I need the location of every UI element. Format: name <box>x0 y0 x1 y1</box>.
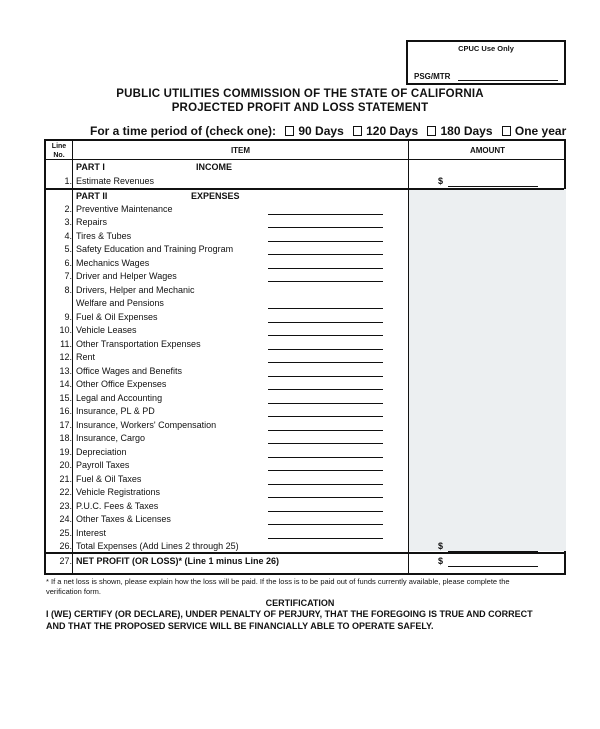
expense-entry-field[interactable] <box>268 241 383 242</box>
line-item-label: Legal and Accounting <box>76 393 163 403</box>
expense-entry-field[interactable] <box>268 335 383 336</box>
form-title: PUBLIC UTILITIES COMMISSION OF THE STATE OF CALIFORNIA <box>116 88 484 100</box>
line-item-label: Drivers, Helper and Mechanic <box>76 285 195 295</box>
line-item-label: Preventive Maintenance <box>76 204 173 214</box>
option-one-year: One year <box>514 124 567 138</box>
line-item-label: Fuel & Oil Expenses <box>76 312 158 322</box>
line-item-label: Insurance, PL & PD <box>76 406 155 416</box>
line-item-label: Driver and Helper Wages <box>76 271 177 281</box>
expense-entry-field[interactable] <box>268 362 383 363</box>
time-period-prompt: For a time period of (check one): <box>90 124 277 138</box>
expense-entry-field[interactable] <box>268 214 383 215</box>
psg-mtr-field[interactable] <box>458 80 558 81</box>
expense-entry-field[interactable] <box>268 484 383 485</box>
line-item-label: Total Expenses (Add Lines 2 through 25) <box>76 541 239 551</box>
line-item-label: Tires & Tubes <box>76 231 132 241</box>
divider <box>46 188 564 190</box>
line-item-label: Other Office Expenses <box>76 379 167 389</box>
expense-entry-field[interactable] <box>268 403 383 404</box>
expense-entry-field[interactable] <box>268 443 383 444</box>
expense-entry-field[interactable] <box>268 376 383 377</box>
line-item-label: Depreciation <box>76 447 127 457</box>
part1-label: PART I <box>76 162 105 172</box>
line-number: 3. <box>64 217 72 227</box>
psg-mtr-label: PSG/MTR <box>414 72 451 81</box>
part2-label: PART II <box>76 191 108 201</box>
divider <box>72 141 73 573</box>
expense-entry-field[interactable] <box>268 457 383 458</box>
expense-entry-field[interactable] <box>268 308 383 309</box>
line-item-label: Vehicle Registrations <box>76 487 161 497</box>
expense-entry-field[interactable] <box>268 322 383 323</box>
checkbox-90-days[interactable] <box>285 126 294 136</box>
line-item-label: NET PROFIT (OR LOSS)* (Line 1 minus Line 26) <box>76 556 280 566</box>
expense-entry-field[interactable] <box>268 538 383 539</box>
expense-entry-field[interactable] <box>268 281 383 282</box>
line-number: 27. <box>59 556 72 566</box>
option-90-days: 90 Days <box>298 124 344 138</box>
line-number: 7. <box>64 271 72 281</box>
dollar-sign: $ <box>438 541 444 551</box>
line-item-label: Interest <box>76 528 107 538</box>
line-number: 11. <box>60 339 72 349</box>
line-item-label: Other Taxes & Licenses <box>76 514 171 524</box>
line-number: 16. <box>59 406 72 416</box>
expense-entry-field[interactable] <box>268 389 383 390</box>
cpuc-use-only-box <box>406 40 566 85</box>
line-number: 6. <box>64 258 72 268</box>
expense-entry-field[interactable] <box>268 470 383 471</box>
line-number: 4. <box>64 231 72 241</box>
certification-title: CERTIFICATION <box>265 598 335 608</box>
expense-entry-field[interactable] <box>268 268 383 269</box>
amount-field[interactable] <box>448 566 538 567</box>
line-number: 2. <box>64 204 72 214</box>
line-item-label: Vehicle Leases <box>76 325 137 335</box>
divider <box>46 159 564 160</box>
line-item-label: Safety Education and Training Program <box>76 244 234 254</box>
expense-entry-field[interactable] <box>268 524 383 525</box>
dollar-sign: $ <box>438 176 444 186</box>
expenses-heading: EXPENSES <box>191 191 240 201</box>
line-number: 14. <box>59 379 72 389</box>
option-120-days: 120 Days <box>366 124 419 138</box>
expense-entry-field[interactable] <box>268 227 383 228</box>
line-number: 17. <box>59 420 72 430</box>
line-item-label: Rent <box>76 352 96 362</box>
expense-entry-field[interactable] <box>268 511 383 512</box>
line-item-label: Payroll Taxes <box>76 460 130 470</box>
certification-statement-line2: AND THAT THE PROPOSED SERVICE WILL BE FINANCIALLY ABLE TO OPERATE SAFELY. <box>46 621 434 631</box>
profit-loss-table <box>44 139 566 575</box>
line-number: 15. <box>59 393 72 403</box>
line-number: 13. <box>59 366 72 376</box>
cpuc-use-only-label: CPUC Use Only <box>458 44 514 53</box>
divider <box>408 141 409 573</box>
line-no-header: Line No. <box>51 143 67 159</box>
item-header: ITEM <box>230 146 251 155</box>
option-180-days: 180 Days <box>440 124 493 138</box>
line-item-label: Welfare and Pensions <box>76 298 164 308</box>
line-number: 26. <box>59 541 72 551</box>
amount-field[interactable] <box>448 551 538 552</box>
line-number: 23. <box>59 501 72 511</box>
line-number: 25. <box>59 528 72 538</box>
expense-entry-field[interactable] <box>268 349 383 350</box>
expense-entry-field[interactable] <box>268 254 383 255</box>
checkbox-180-days[interactable] <box>427 126 436 136</box>
amount-field[interactable] <box>448 186 538 187</box>
expense-entry-field[interactable] <box>268 430 383 431</box>
line-number: 20. <box>59 460 72 470</box>
expense-entry-field[interactable] <box>268 416 383 417</box>
line-number: 21. <box>59 474 72 484</box>
line-number: 9. <box>64 312 72 322</box>
line-item-label: Other Transportation Expenses <box>76 339 201 349</box>
income-heading: INCOME <box>196 162 232 172</box>
line-number: 19. <box>59 447 72 457</box>
line-number: 10. <box>59 325 72 335</box>
line-number: 12. <box>59 352 72 362</box>
line-item-label: Insurance, Cargo <box>76 433 146 443</box>
line-number: 18. <box>59 433 72 443</box>
dollar-sign: $ <box>438 556 444 566</box>
line-item-label: P.U.C. Fees & Taxes <box>76 501 159 511</box>
line-number: 5. <box>64 244 72 254</box>
amount-column-shading <box>409 189 566 551</box>
amount-header: AMOUNT <box>469 146 506 155</box>
net-loss-footnote: * If a net loss is shown, please explain how the loss will be paid. If the loss is to be paid out of funds currently available, please complete the verification form. <box>46 577 510 596</box>
line-number: 1. <box>64 176 72 186</box>
time-period-selector <box>90 124 566 138</box>
line-number: 8. <box>64 285 72 295</box>
certification-statement-line1: I (WE) CERTIFY (OR DECLARE), UNDER PENALTY OF PERJURY, THAT THE FOREGOING IS TRUE AND CORRECT <box>46 609 533 619</box>
line-item-label: Fuel & Oil Taxes <box>76 474 142 484</box>
line-number: 22. <box>59 487 72 497</box>
line-item-label: Estimate Revenues <box>76 176 155 186</box>
line-item-label: Mechanics Wages <box>76 258 150 268</box>
line-item-label: Repairs <box>76 217 108 227</box>
checkbox-one-year[interactable] <box>502 126 511 136</box>
form-subtitle: PROJECTED PROFIT AND LOSS STATEMENT <box>171 102 429 114</box>
expense-entry-field[interactable] <box>268 497 383 498</box>
checkbox-120-days[interactable] <box>353 126 362 136</box>
line-number: 24. <box>59 514 72 524</box>
line-item-label: Insurance, Workers' Compensation <box>76 420 217 430</box>
line-item-label: Office Wages and Benefits <box>76 366 183 376</box>
